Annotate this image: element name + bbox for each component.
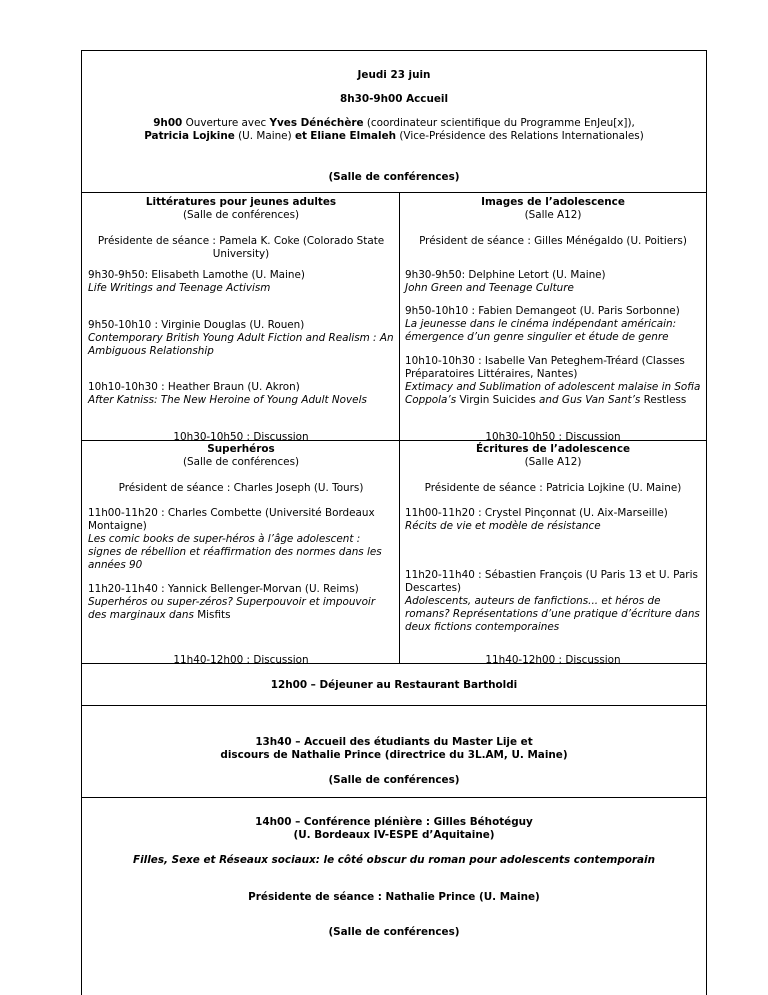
session-room: (Salle A12): [524, 456, 582, 468]
opening-text-2: (coordinateur scientifique du Programme EnJeu[x]),: [363, 117, 635, 129]
plenary-heading: [82, 816, 706, 842]
talk: [405, 269, 701, 295]
plenary-title: Filles, Sexe et Réseaux sociaux: le côté obscur du roman pour adolescents contemporain: [133, 854, 655, 866]
welcome-line: 8h30-9h00 Accueil: [339, 93, 449, 105]
session-title: Superhéros: [207, 443, 275, 455]
talk-speaker: 11h20-11h40 : Yannick Bellenger-Morvan (U. Reims): [88, 583, 359, 595]
talk-title: Adolescents, auteurs de fanfictions... et héros de romans? Représentations d’une pratique d’écriture dans deux fictions contemporaines: [405, 595, 700, 633]
session-room: (Salle de conférences): [182, 456, 300, 468]
talk-title: [88, 596, 394, 622]
session-chair: Président de séance : Gilles Ménégaldo (U. Poitiers): [419, 235, 687, 247]
afternoon-welcome-line-2: discours de Nathalie Prince (directrice du 3L.AM, U. Maine): [220, 749, 568, 761]
plenary-line-2: (U. Bordeaux IV-ESPE d’Aquitaine): [293, 829, 495, 841]
talk: [88, 269, 394, 295]
day-heading: Jeudi 23 juin: [357, 69, 431, 81]
talk-title: [405, 381, 701, 407]
discussion: 11h40-12h00 : Discussion: [485, 654, 621, 666]
plenary-room: (Salle de conférences): [328, 926, 460, 938]
discussion: 10h30-10h50 : Discussion: [173, 431, 309, 443]
session-chair: Présidente de séance : Patricia Lojkine (U. Maine): [424, 482, 682, 494]
column-divider: [399, 192, 400, 440]
session1-right-header: [405, 196, 701, 222]
discussion: 10h30-10h50 : Discussion: [485, 431, 621, 443]
divider: [82, 797, 706, 798]
talk-title-part: and Gus Van Sant’s: [535, 394, 644, 406]
talk-title: Récits de vie et modèle de résistance: [405, 520, 601, 532]
afternoon-welcome-room: (Salle de conférences): [328, 774, 460, 786]
plenary-line-1: 14h00 – Conférence plénière : Gilles Béhotéguy: [255, 816, 533, 828]
divider: [82, 705, 706, 706]
talk-speaker: 9h30-9h50: Elisabeth Lamothe (U. Maine): [88, 269, 305, 281]
session-chair: Président de séance : Charles Joseph (U. Tours): [118, 482, 364, 494]
opening-room: (Salle de conférences): [328, 171, 460, 183]
opening-speaker-1: Yves Dénéchère: [269, 117, 364, 129]
talk-speaker: 11h00-11h20 : Crystel Pinçonnat (U. Aix-Marseille): [405, 507, 668, 519]
talk: [88, 583, 394, 622]
talk: [405, 305, 701, 344]
discussion: 11h40-12h00 : Discussion: [173, 654, 309, 666]
afternoon-welcome: [82, 736, 706, 762]
divider: [82, 663, 706, 664]
talk-speaker: 9h30-9h50: Delphine Letort (U. Maine): [405, 269, 606, 281]
session-room: (Salle de conférences): [182, 209, 300, 221]
column-divider: [399, 440, 400, 663]
talk-title: Les comic books de super-héros à l’âge adolescent : signes de rébellion et réaffirmation des normes dans les années 90: [88, 533, 382, 571]
plenary-chair: Présidente de séance : Nathalie Prince (U. Maine): [248, 891, 540, 903]
session-room: (Salle A12): [524, 209, 582, 221]
session-title: Écritures de l’adolescence: [475, 443, 631, 455]
opening-text-3: (U. Maine): [234, 130, 295, 142]
talk: [88, 319, 394, 358]
talk-title-part: Superhéros ou super-zéros? Superpouvoir et impouvoir des marginaux dans: [88, 596, 376, 621]
talk-title: After Katniss: The New Heroine of Young Adult Novels: [88, 394, 367, 406]
series-title: Misfits: [197, 609, 231, 621]
talk-speaker: 11h20-11h40 : Sébastien François (U Paris 13 et U. Paris Descartes): [405, 569, 698, 594]
opening-text-4: (Vice-Présidence des Relations Internationales): [396, 130, 644, 142]
film-title: Virgin Suicides: [459, 394, 536, 406]
opening-and: et: [294, 130, 307, 142]
opening-text: [82, 117, 706, 143]
talk-speaker: 11h00-11h20 : Charles Combette (Université Bordeaux Montaigne): [88, 507, 375, 532]
talk-speaker: 10h10-10h30 : Heather Braun (U. Akron): [88, 381, 300, 393]
opening-speaker-2: Patricia Lojkine: [144, 130, 235, 142]
talk: [405, 355, 701, 407]
afternoon-welcome-line-1: 13h40 – Accueil des étudiants du Master Lije et: [255, 736, 533, 748]
divider: [82, 440, 706, 441]
lunch-line: 12h00 – Déjeuner au Restaurant Bartholdi: [270, 679, 518, 691]
session-title: Littératures pour jeunes adultes: [145, 196, 337, 208]
talk-speaker: 9h50-10h10 : Virginie Douglas (U. Rouen): [88, 319, 305, 331]
talk-speaker: 9h50-10h10 : Fabien Demangeot (U. Paris Sorbonne): [405, 305, 680, 317]
talk-speaker: 10h10-10h30 : Isabelle Van Peteghem-Tréard (Classes Préparatoires Littéraires, Nantes): [405, 355, 685, 380]
talk-title: Contemporary British Young Adult Fiction and Realism : An Ambiguous Relationship: [88, 332, 394, 357]
talk-title: La jeunesse dans le cinéma indépendant américain: émergence d’un genre singulier et étude de genre: [405, 318, 677, 343]
talk: [405, 569, 701, 634]
session-title: Images de l’adolescence: [481, 196, 625, 208]
program-table: [81, 50, 707, 995]
session1-left-header: [88, 196, 394, 222]
talk: [88, 381, 394, 407]
talk: [405, 507, 701, 533]
session2-left-header: [88, 443, 394, 469]
session-chair: Présidente de séance : Pamela K. Coke (Colorado State University): [97, 235, 385, 260]
divider: [82, 192, 706, 193]
talk-title: Life Writings and Teenage Activism: [88, 282, 271, 294]
session2-right-header: [405, 443, 701, 469]
talk-title-part: Extimacy and Sublimation of adolescent malaise in Sofia Coppola’s: [405, 381, 701, 406]
talk-title: John Green and Teenage Culture: [405, 282, 574, 294]
opening-text-1: Ouverture avec: [182, 117, 270, 129]
talk: [88, 507, 394, 572]
opening-speaker-3: Eliane Elmaleh: [310, 130, 397, 142]
opening-time: 9h00: [153, 117, 183, 129]
film-title: Restless: [643, 394, 687, 406]
